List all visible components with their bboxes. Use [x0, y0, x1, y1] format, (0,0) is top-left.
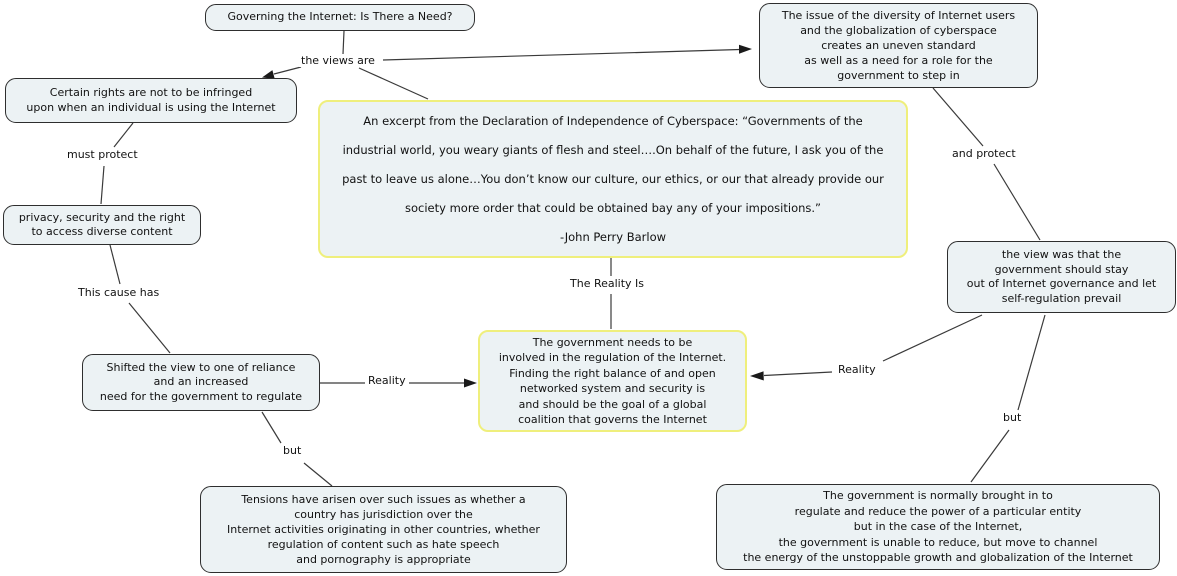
node-text-line: The government needs to be: [532, 335, 693, 349]
node-text-line: Internet activities originating in other countries, whether: [227, 523, 540, 536]
node-text-line: and pornography is appropriate: [296, 553, 471, 566]
node-text-line: need for the government to regulate: [99, 389, 303, 403]
arrowhead-into-reality-right: [750, 371, 764, 380]
link-line-diversity-to-andprotect: [933, 88, 983, 146]
node-text-line: country has jurisdiction over the: [294, 508, 473, 521]
arrowhead-into-diversity: [739, 45, 752, 54]
link-line-realityright-to-realitynode: [764, 372, 832, 376]
concept-node-government-channel-growth[interactable]: [716, 484, 1160, 570]
link-line-butleft-to-tensions: [304, 463, 332, 486]
node-text-line: Finding the right balance of and open: [509, 366, 716, 380]
link-label-this-cause-has[interactable]: This cause has: [78, 286, 160, 299]
link-line-selfreg-to-butright: [1018, 315, 1045, 410]
link-line-privacy-to-thiscause: [110, 245, 120, 284]
link-label-must-protect[interactable]: must protect: [67, 148, 138, 161]
node-text-line: Governing the Internet: Is There a Need?: [227, 10, 453, 24]
concept-node-self-regulation-view[interactable]: [947, 241, 1176, 313]
arrowhead-into-reality-left: [464, 379, 477, 388]
link-line-andprotect-to-selfreg: [994, 164, 1040, 240]
link-line-butright-to-channel: [971, 430, 1009, 482]
concept-node-shifted-view[interactable]: [82, 354, 320, 411]
link-line-selfreg-to-realityright: [883, 315, 982, 361]
node-text-line: creates an uneven standard: [821, 39, 976, 52]
node-text-line: The government is normally brought in to: [823, 489, 1053, 503]
link-label-but-right[interactable]: but: [1003, 411, 1022, 424]
node-text-line: regulate and reduce the power of a particular entity: [794, 504, 1082, 518]
link-line-views-to-rights: [274, 67, 301, 74]
link-line-title-to-views: [343, 31, 344, 54]
node-text-line: self-regulation prevail: [1001, 291, 1122, 305]
node-text-line: The issue of the diversity of Internet users: [781, 9, 1016, 22]
concept-node-tensions-jurisdiction[interactable]: [200, 486, 567, 573]
concept-node-diversity-uneven-standard[interactable]: [759, 3, 1038, 88]
concept-node-privacy-security[interactable]: [3, 205, 201, 245]
node-text-line: An excerpt from the Declaration of Independence of Cyberspace: “Governments of the: [363, 113, 863, 128]
node-text-line: society more order that could be obtained bay any of your impositions.”: [404, 200, 821, 215]
concept-node-government-involvement-reality[interactable]: [478, 330, 747, 432]
concept-node-barlow-quote[interactable]: [318, 100, 908, 258]
link-label-the-reality-is[interactable]: The Reality Is: [570, 277, 645, 290]
link-label-the-views-are[interactable]: the views are: [301, 54, 375, 67]
concept-node-certain-rights[interactable]: [5, 78, 297, 123]
node-text-line: and an increased: [153, 375, 249, 389]
link-line-rights-to-mustprotect: [114, 123, 133, 147]
concept-node-governing-title[interactable]: [205, 4, 475, 31]
node-text-line: the energy of the unstoppable growth and globalization of the Internet: [743, 551, 1133, 565]
node-text-line: networked system and security is: [519, 382, 706, 395]
link-label-but-left[interactable]: but: [283, 444, 302, 457]
node-text-line: and the globalization of cyberspace: [800, 24, 997, 37]
link-line-mustprotect-to-privacy: [101, 166, 104, 204]
node-text-line: Shifted the view to one of reliance: [106, 360, 296, 374]
node-text-line: Certain rights are not to be infringed: [49, 86, 253, 99]
link-line-views-to-diversity: [383, 50, 740, 61]
node-text-line: industrial world, you weary giants of flesh and steel….On behalf of the future, I ask you of the: [342, 142, 884, 157]
node-text-line: government to step in: [837, 69, 960, 82]
node-text-line: the government is unable to reduce, but move to channel: [778, 535, 1098, 549]
node-text-line: privacy, security and the right: [18, 210, 186, 224]
node-text-line: involved in the regulation of the Internet.: [498, 351, 727, 364]
node-text-line: to access diverse content: [31, 225, 173, 238]
node-text-line: the view was that the: [1001, 248, 1122, 261]
link-label-reality-left[interactable]: Reality: [368, 374, 406, 387]
node-text-line: -John Perry Barlow: [559, 229, 667, 244]
node-text-line: but in the case of the Internet,: [853, 520, 1023, 534]
link-line-thiscause-to-shifted: [129, 303, 170, 353]
link-label-and-protect[interactable]: and protect: [952, 147, 1016, 160]
node-text-line: government should stay: [994, 262, 1129, 276]
node-text-line: past to leave us alone…You don’t know our culture, our ethics, or our that already provide our: [342, 171, 884, 186]
node-text-line: and should be the goal of a global: [518, 397, 707, 411]
node-text-line: as well as a need for a role for the: [804, 54, 993, 67]
link-line-views-to-quote: [359, 68, 428, 99]
link-line-shifted-to-butleft: [262, 412, 281, 443]
node-text-line: upon when an individual is using the Internet: [26, 100, 276, 114]
node-text-line: coalition that governs the Internet: [518, 413, 707, 426]
link-label-reality-right[interactable]: Reality: [838, 363, 876, 376]
node-text-line: out of Internet governance and let: [966, 277, 1157, 290]
node-text-line: regulation of content such as hate speech: [267, 538, 500, 551]
node-text-line: Tensions have arisen over such issues as whether a: [241, 493, 526, 506]
